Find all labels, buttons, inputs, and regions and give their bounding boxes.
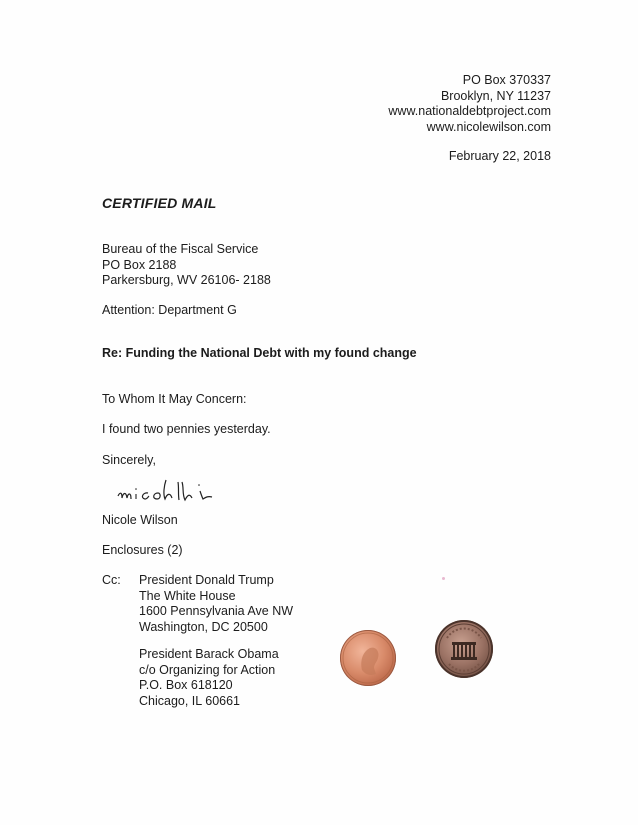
penny-portrait-icon: [340, 630, 396, 686]
cc-recipient-name: President Barack Obama: [139, 647, 279, 661]
cc-recipient-address: The White House: [139, 588, 236, 603]
cc-recipient-address: c/o Organizing for Action: [139, 662, 276, 677]
sender-website-personal: www.nicolewilson.com: [426, 119, 551, 134]
certified-mail-heading: CERTIFIED MAIL: [102, 195, 217, 211]
cc-recipient-street: 1600 Pennsylvania Ave NW: [139, 604, 294, 618]
cc-recipient-trump: [139, 573, 293, 635]
letter-date: February 22, 2018: [448, 149, 551, 163]
penny-obverse-image: [340, 630, 396, 686]
sender-address-block: [388, 73, 551, 135]
penny-memorial-icon: [435, 620, 493, 678]
letter-body: I found two pennies yesterday.: [102, 422, 271, 436]
sender-website-project: www.nationaldebtproject.com: [388, 104, 551, 118]
subject-line: Re: Funding the National Debt with my found change: [102, 346, 417, 360]
scan-speck: [442, 577, 445, 580]
signer-name: Nicole Wilson: [102, 513, 178, 527]
cc-recipient-obama: [139, 647, 279, 709]
enclosures-note: Enclosures (2): [102, 543, 183, 557]
handwritten-signature: [112, 472, 242, 510]
salutation: To Whom It May Concern:: [102, 392, 247, 406]
cc-recipient-street: P.O. Box 618120: [139, 678, 233, 692]
cc-label: Cc:: [102, 573, 121, 587]
recipient-address-block: [102, 242, 271, 289]
sender-city: Brooklyn, NY 11237: [440, 88, 551, 103]
penny-reverse-image: [435, 620, 493, 678]
cc-recipient-name: President Donald Trump: [139, 573, 274, 587]
recipient-po-box: PO Box 2188: [102, 257, 177, 272]
sender-po-box: PO Box 370337: [462, 73, 551, 87]
cc-recipient-city: Chicago, IL 60661: [139, 693, 241, 708]
attention-line: Attention: Department G: [102, 303, 237, 317]
recipient-name: Bureau of the Fiscal Service: [102, 242, 259, 256]
cc-recipient-city: Washington, DC 20500: [139, 619, 268, 634]
closing: Sincerely,: [102, 453, 156, 467]
recipient-city: Parkersburg, WV 26106- 2188: [102, 273, 271, 287]
